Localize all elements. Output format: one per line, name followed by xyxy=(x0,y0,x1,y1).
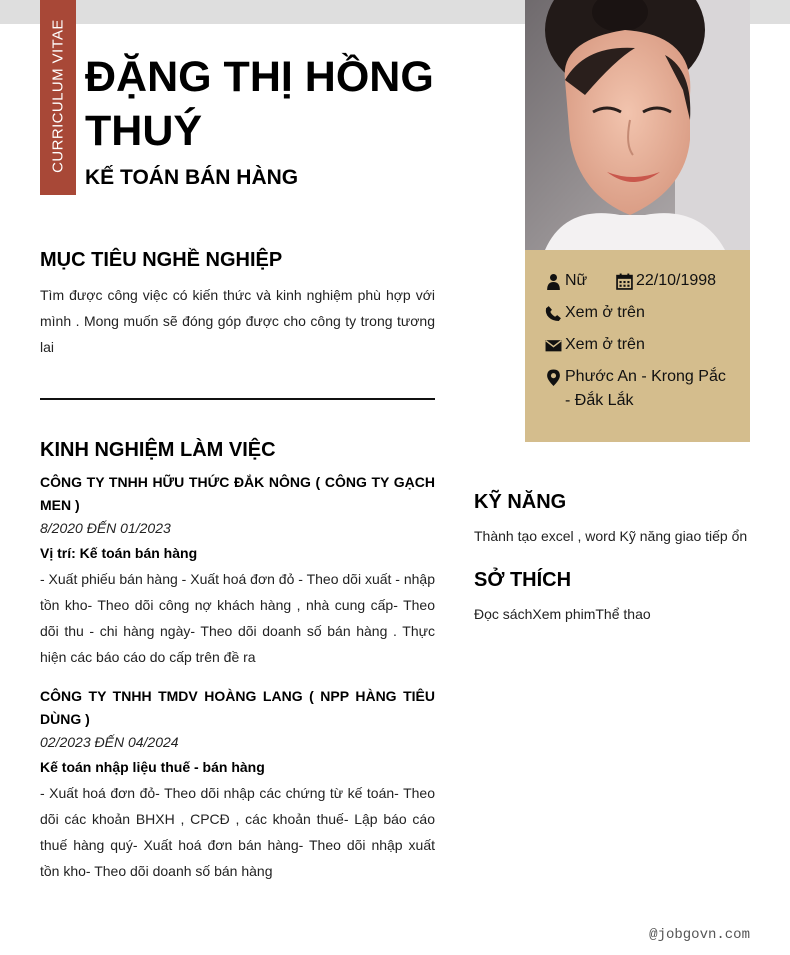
gender-value: Nữ xyxy=(565,272,588,289)
address-value: Phước An - Krong Pắc - Đắk Lắk xyxy=(565,368,726,409)
job-period: 02/2023 ĐẾN 04/2024 xyxy=(40,734,179,750)
phone-value: Xem ở trên xyxy=(565,304,645,321)
job-period: 8/2020 ĐẾN 01/2023 xyxy=(40,520,171,536)
job-company: CÔNG TY TNHH TMDV HOÀNG LANG ( NPP HÀNG TIÊU DÙNG ) xyxy=(40,688,435,727)
personal-info-box xyxy=(525,250,750,442)
mail-icon xyxy=(545,337,562,354)
job-role: Kế toán nhập liệu thuế - bán hàng xyxy=(40,759,265,775)
objective-text: Tìm được công việc có kiến thức và kinh nghiệm phù hợp với mình . Mong muốn sẽ đóng góp được cho công ty trong tương lai xyxy=(40,287,435,355)
experience-heading: KINH NGHIỆM LÀM VIỆC xyxy=(40,439,276,461)
hobbies-heading: SỞ THÍCH xyxy=(474,569,572,591)
skills-text: Thành tạo excel , word Kỹ năng giao tiếp ổn xyxy=(474,528,748,544)
address-row xyxy=(545,365,735,413)
job-title: KẾ TOÁN BÁN HÀNG xyxy=(85,166,299,189)
email-row xyxy=(545,333,645,357)
objective-heading: MỤC TIÊU NGHỀ NGHIỆP xyxy=(40,249,283,271)
job-role: Vị trí: Kế toán bán hàng xyxy=(40,545,198,561)
watermark: @jobgovn.com xyxy=(649,927,750,943)
email-value: Xem ở trên xyxy=(565,336,645,353)
location-pin-icon xyxy=(545,369,562,386)
calendar-icon xyxy=(616,273,633,290)
job-description: - Xuất phiếu bán hàng - Xuất hoá đơn đỏ - Theo dõi xuất - nhập tồn kho- Theo dõi công nợ khách hàng , nhà cung cấp- Theo dõi thu - chi hàng ngày- Theo dõi doanh số bán hàng . Thực hiện các báo cáo do cấp trên đề ra xyxy=(40,571,435,665)
job-entry xyxy=(40,471,435,670)
job-entry xyxy=(40,685,435,884)
phone-icon xyxy=(545,305,562,322)
cv-ribbon xyxy=(40,0,76,195)
birthday-value: 22/10/1998 xyxy=(636,272,717,289)
birthday-row xyxy=(616,269,716,293)
job-company: CÔNG TY TNHH HỮU THỨC ĐẮK NÔNG ( CÔNG TY GẠCH MEN ) xyxy=(40,474,435,513)
hobbies-text: Đọc sáchXem phimThể thao xyxy=(474,606,651,622)
job-description: - Xuất hoá đơn đỏ- Theo dõi nhập các chứng từ kế toán- Theo dõi các khoản BHXH , CPCĐ , các khoản thuế- Lập báo cáo thuế hàng quý- Xuất hoá đơn bán hàng- Theo dõi nhập xuất tồn kho- Theo dõi doanh số bán hàng xyxy=(40,785,435,879)
person-icon xyxy=(545,273,562,290)
phone-row xyxy=(545,301,645,325)
ribbon-label: CURRICULUM VITAE xyxy=(49,19,67,173)
section-divider xyxy=(40,398,435,400)
skills-heading: KỸ NĂNG xyxy=(474,491,567,513)
profile-photo xyxy=(525,0,750,250)
gender-row xyxy=(545,269,587,293)
candidate-name: ĐẶNG THỊ HỒNG THUÝ xyxy=(85,53,434,155)
